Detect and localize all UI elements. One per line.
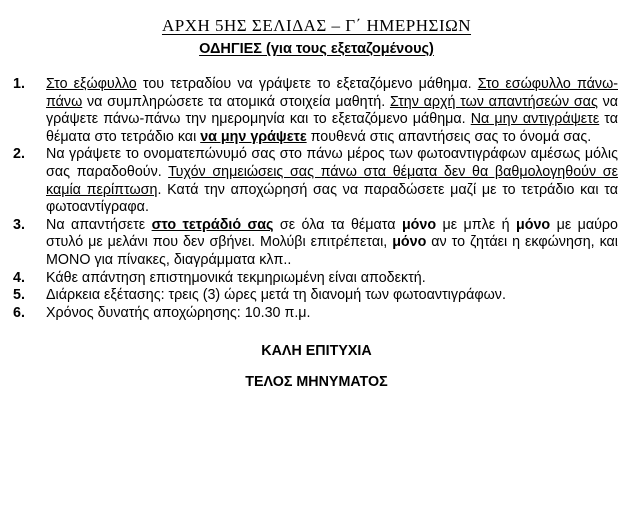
instruction-segment: . Κατά την αποχώρησή σας να παραδώσετε μαζί με το τετράδιο και τα φωτοαντίγραφα. (46, 181, 619, 216)
instructions-heading-text: ΟΔΗΓΙΕΣ (για τους εξεταζομένους) (199, 41, 434, 57)
instruction-segment: Διάρκεια εξέτασης: τρεις (3) ώρες μετά τη διανομή των φωτοαντιγράφων. (46, 287, 506, 304)
instruction-segment: Να απαντήσετε (46, 216, 152, 233)
instruction-segment: να συμπληρώσετε τα ατομικά στοιχεία μαθητή. (82, 93, 390, 110)
page-header-text: ΑΡΧΗ 5ΗΣ ΣΕΛΙΔΑΣ – Γ΄ ΗΜΕΡΗΣΙΩΝ (161, 16, 472, 35)
instruction-number: 6. (13, 304, 25, 321)
instruction-segment: Χρόνος δυνατής αποχώρησης: 10.30 π.μ. (46, 304, 311, 321)
instruction-segment: Στο εξώφυλλο (46, 76, 137, 92)
instruction-number: 3. (13, 216, 25, 233)
instruction-item (13, 287, 618, 305)
end-of-message-text: ΤΕΛΟΣ ΜΗΝΥΜΑΤΟΣ (245, 374, 388, 390)
instruction-item (13, 305, 618, 323)
instruction-segment: στο τετράδιό σας (151, 216, 274, 233)
instruction-segment: Στο εσώφυλλο πάνω-πάνω (46, 76, 618, 110)
instruction-segment: με μαύρο στυλό με μελάνι που δεν σβήνει. Μολύβι επιτρέπεται, (46, 216, 619, 251)
instruction-item (13, 146, 618, 216)
good-luck-text: ΚΑΛΗ ΕΠΙΤΥΧΙΑ (261, 343, 372, 359)
instruction-number: 5. (13, 287, 25, 304)
instruction-text (46, 217, 618, 270)
instruction-text (46, 270, 618, 288)
instruction-text (46, 146, 618, 216)
instruction-text (46, 287, 618, 305)
instruction-segment: πουθενά στις απαντήσεις σας το όνομά σας. (306, 128, 592, 145)
instruction-segment: μόνο (401, 216, 437, 233)
instruction-item (13, 217, 618, 270)
instruction-segment: Στην αρχή των απαντήσεών σας (389, 93, 598, 110)
instruction-segment: Κάθε απάντηση επιστημονικά τεκμηριωμένη είναι αποδεκτή. (46, 269, 426, 286)
instruction-item (13, 270, 618, 288)
instruction-segment: του τετραδίου να γράψετε το εξεταζόμενο μάθημα. (136, 76, 478, 92)
instruction-segment: να μην γράψετε (200, 128, 307, 145)
instructions-list (13, 76, 618, 322)
page-header (0, 16, 633, 36)
instruction-segment: Τυχόν σημειώσεις σας πάνω στα θέματα δεν θα βαθμολογηθούν σε καμία περίπτωση (46, 163, 618, 198)
instruction-number: 1. (13, 76, 25, 92)
instruction-segment: τα θέματα στο τετράδιο και (46, 111, 618, 145)
instruction-segment: σε όλα τα θέματα (273, 216, 402, 233)
instruction-segment: αν το ζητάει η εκφώνηση, και ΜΟΝΟ για πίνακες, διαγράμματα κλπ.. (46, 234, 618, 268)
instructions-heading (0, 41, 633, 57)
instruction-segment: μόνο (515, 216, 551, 233)
instruction-text (46, 76, 618, 146)
instruction-segment: Να μην αντιγράψετε (470, 111, 600, 128)
instruction-segment: να γράψετε πάνω-πάνω την ημερομηνία και το εξεταζόμενο μάθημα. (46, 93, 618, 128)
instruction-number: 2. (13, 146, 25, 163)
instruction-segment: μόνο (392, 234, 427, 251)
instruction-text (46, 305, 618, 323)
instruction-segment: με μπλε ή (436, 216, 516, 233)
instruction-number: 4. (13, 269, 25, 286)
instruction-segment: Να γράψετε το ονοματεπώνυμό σας στο πάνω μέρος των φωτοαντιγράφων αμέσως μόλις σας παραδοθούν. (46, 146, 618, 180)
instruction-item (13, 76, 618, 146)
